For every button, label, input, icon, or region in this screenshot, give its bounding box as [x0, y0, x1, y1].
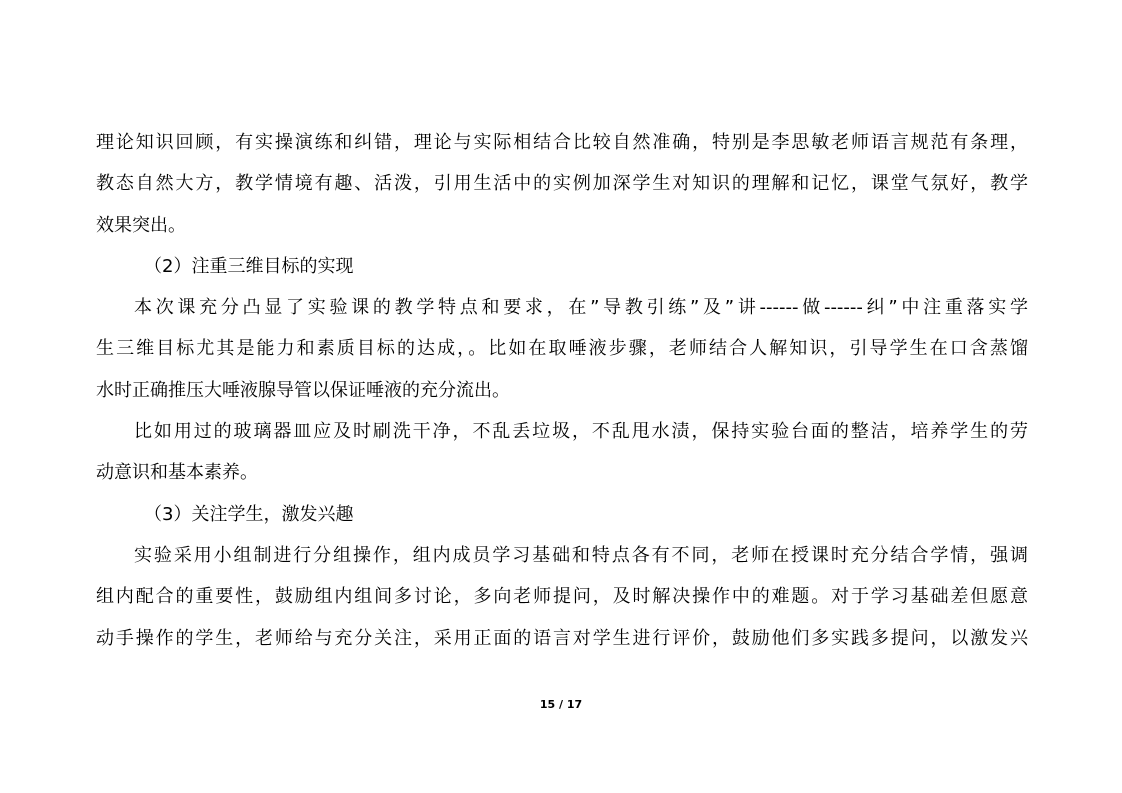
text-line: 组内配合的重要性，鼓励组内组间多讨论，多向老师提问，及时解决操作中的难题。对于学习基础差但愿意 [96, 586, 1028, 608]
text-line: 比如用过的玻璃器皿应及时刷洗干净，不乱丢垃圾，不乱甩水渍，保持实验台面的整洁，培养学生的劳 [134, 421, 1028, 443]
text-line: 教态自然大方，教学情境有趣、活泼，引用生活中的实例加深学生对知识的理解和记忆，课堂气氛好，教学 [96, 173, 1028, 195]
text-line: 理论知识回顾，有实操演练和纠错，理论与实际相结合比较自然准确，特别是李思敏老师语言规范有条理， [96, 132, 1028, 153]
section-heading: （3）关注学生，激发兴趣 [144, 503, 354, 525]
text-line: 实验采用小组制进行分组操作，组内成员学习基础和特点各有不同，老师在授课时充分结合学情，强调 [134, 544, 1028, 566]
text-line: 动意识和基本素养。 [96, 462, 258, 484]
page-number: 15 / 17 [539, 698, 583, 711]
section-heading: （2）注重三维目标的实现 [144, 255, 354, 277]
text-line: 生三维目标尤其是能力和素质目标的达成，。比如在取唾液步骤，老师结合人解知识，引导学生在口含蒸馏 [96, 338, 1028, 360]
text-line: 水时正确推压大唾液腺导管以保证唾液的充分流出。 [96, 379, 510, 401]
text-line: 效果突出。 [96, 214, 186, 236]
text-line: 动手操作的学生，老师给与充分关注，采用正面的语言对学生进行评价，鼓励他们多实践多提问，以激发兴 [96, 627, 1028, 649]
text-line: 本次课充分凸显了实验课的教学特点和要求，在”导教引练”及”讲------做------纠”中注重落实学 [134, 297, 1028, 319]
body-text [96, 122, 1028, 659]
